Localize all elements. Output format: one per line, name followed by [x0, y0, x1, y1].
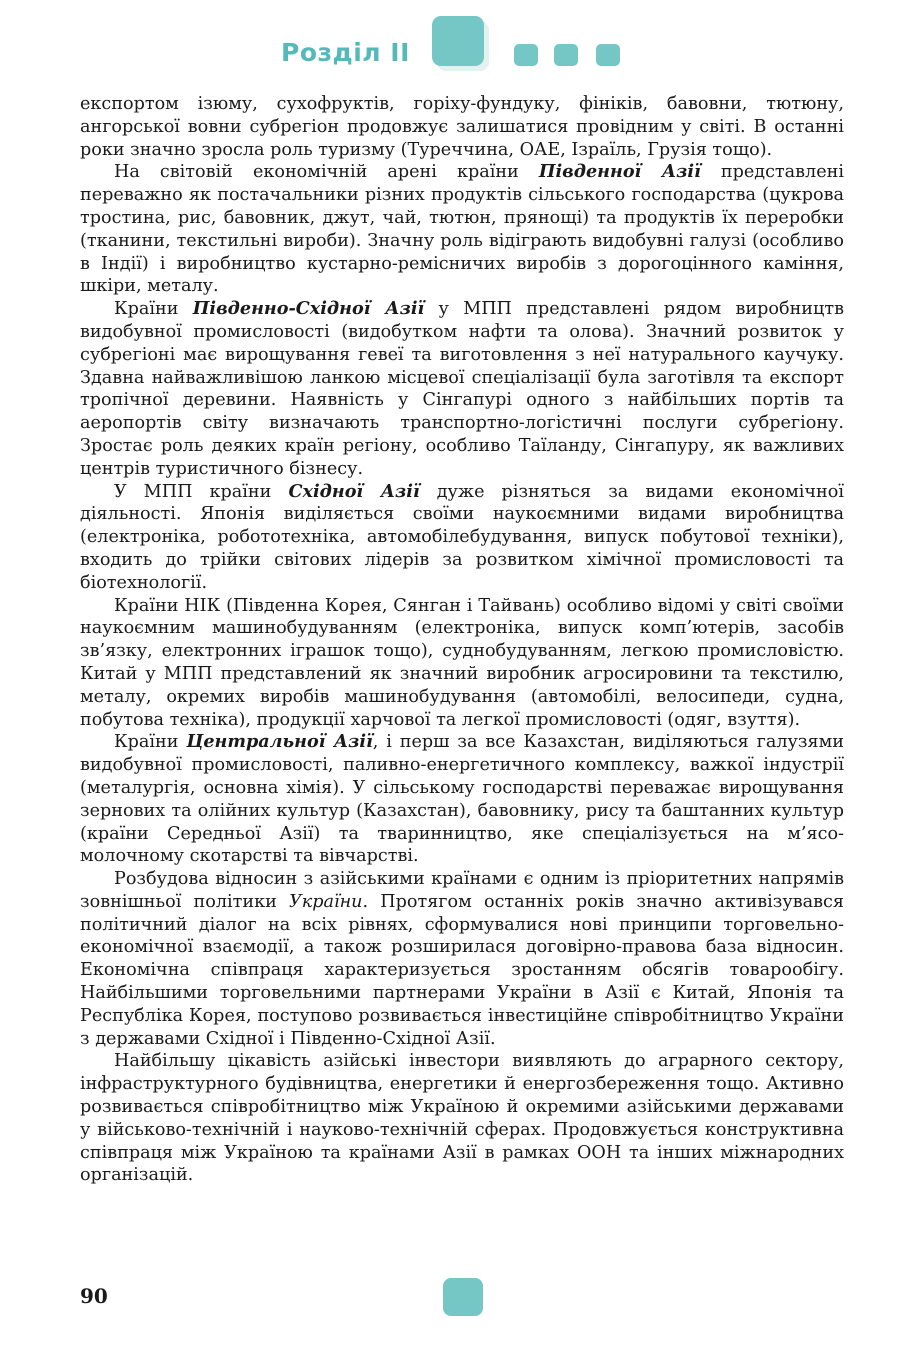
- decor-square-large: [432, 16, 484, 66]
- paragraph-3: Країни Південно-Східної Азії у МПП представлені рядом виробництв видобувної промисловості (видобутком нафти та олова). Значний розвиток у субрегіоні має вирощування гевеї та виготовлення з неї натурального каучуку. Здавна найважливішою ланкою місцевої спеціалізації була заготівля та експорт тропічної деревини. Наявність у Сінгапурі одного з найбільших портів та аеропортів світу визначають транспортно-логістичні послуги субрегіону. Зростає роль деяких країн регіону, особливо Таїланду, Сінгапуру, як важливих центрів туристичного бізнесу.: [80, 298, 844, 479]
- paragraph-6: Країни Центральної Азії, і перш за все Казахстан, виділяються галузями видобувної промисловості, паливно-енергетичного комплексу, важкої індустрії (металургія, основна хімія). У сільському господарстві переважає вирощування зернових та олійних культур (Казахстан), бавовнику, рису та баштанних культур (країни Середньої Азії) та тваринництво, яке спеціалізується на м’ясо-молочному скотарстві та вівчарстві.: [80, 731, 844, 867]
- paragraph-1: експортом ізюму, сухофруктів, горіху-фундуку, фініків, бавовни, тютюну, ангорської вовни субрегіон продовжує залишатися провідним у світі. В останні роки значно зросла роль туризму (Туреччина, ОАЕ, Ізраїль, Грузія тощо).: [80, 94, 844, 160]
- emphasis-central-asia: Центральної Азії: [186, 731, 373, 753]
- emphasis-southeast-asia: Південно-Східної Азії: [192, 298, 425, 320]
- emphasis-ukraine: України: [288, 891, 363, 912]
- emphasis-south-asia: Південної Азії: [538, 161, 701, 183]
- footer-decor-square: [443, 1278, 483, 1316]
- paragraph-2: На світовій економічній арені країни Південної Азії представлені переважно як постачальники різних продуктів сільського господарства (цукрова тростина, рис, бавовник, джут, чай, тютюн, прянощі) та продуктів їх переробки (тканини, текстильні вироби). Значну роль відіграють видобувні галузі (особливо в Індії) і виробництво кустарно-ремісничих виробів з дорогоцінного каміння, шкіри, металу.: [80, 161, 844, 297]
- decor-square-small-2: [554, 44, 578, 66]
- paragraph-4: У МПП країни Східної Азії дуже різняться за видами економічної діяльності. Японія виділяється своїми наукоємними видами виробництва (електроніка, робототехніка, автомобілебудування, випуск побутової техніки), входить до трійки світових лідерів за розвитком хімічної промисловості та біотехнології.: [80, 480, 844, 593]
- decor-square-small-1: [514, 44, 538, 66]
- body-text: [80, 93, 844, 1187]
- paragraph-8: Найбільшу цікавість азійські інвестори виявляють до аграрного сектору, інфраструктурного будівництва, енергетики й енергозбереження тощо. Активно розвивається співробітництво між Україною й окремими азійськими державами у військово-технічній і науково-технічній сферах. Продовжується конструктивна співпраця між Україною та країнами Азії в рамках ООН та інших міжнародних організацій.: [80, 1051, 844, 1186]
- paragraph-5: Країни НІК (Південна Корея, Сянган і Тайвань) особливо відомі у світі своїми наукоємним машинобудуванням (електроніка, випуск комп’ютерів, засобів зв’язку, електронних іграшок тощо), суднобудуванням, легкою промисловістю. Китай у МПП представлений як значний виробник агросировини та текстилю, металу, окремих виробів машинобудування (автомобілі, велосипеди, судна, побутова техніка), продукції харчової та легкої промисловості (одяг, взуття).: [80, 595, 844, 730]
- emphasis-east-asia: Східної Азії: [288, 480, 420, 502]
- paragraph-7: Розбудова відносин з азійськими країнами є одним із пріоритетних напрямів зовнішньої політики України. Протягом останніх років значно активізувався політичний діалог на всіх рівнях, сформувалися нові принципи торговельно-економічної взаємодії, а також розширилася договірно-правова база відносин. Економічна співпраця характеризується зростанням обсягів товарообігу. Найбільшими торговельними партнерами України в Азії є Китай, Японія та Республіка Корея, поступово розвивається інвестиційне співробітництво України з державами Східної і Південно-Східної Азії.: [80, 869, 844, 1049]
- decor-square-small-3: [596, 44, 620, 66]
- section-title: Розділ ІІ: [281, 38, 410, 67]
- page-number: 90: [80, 1284, 108, 1308]
